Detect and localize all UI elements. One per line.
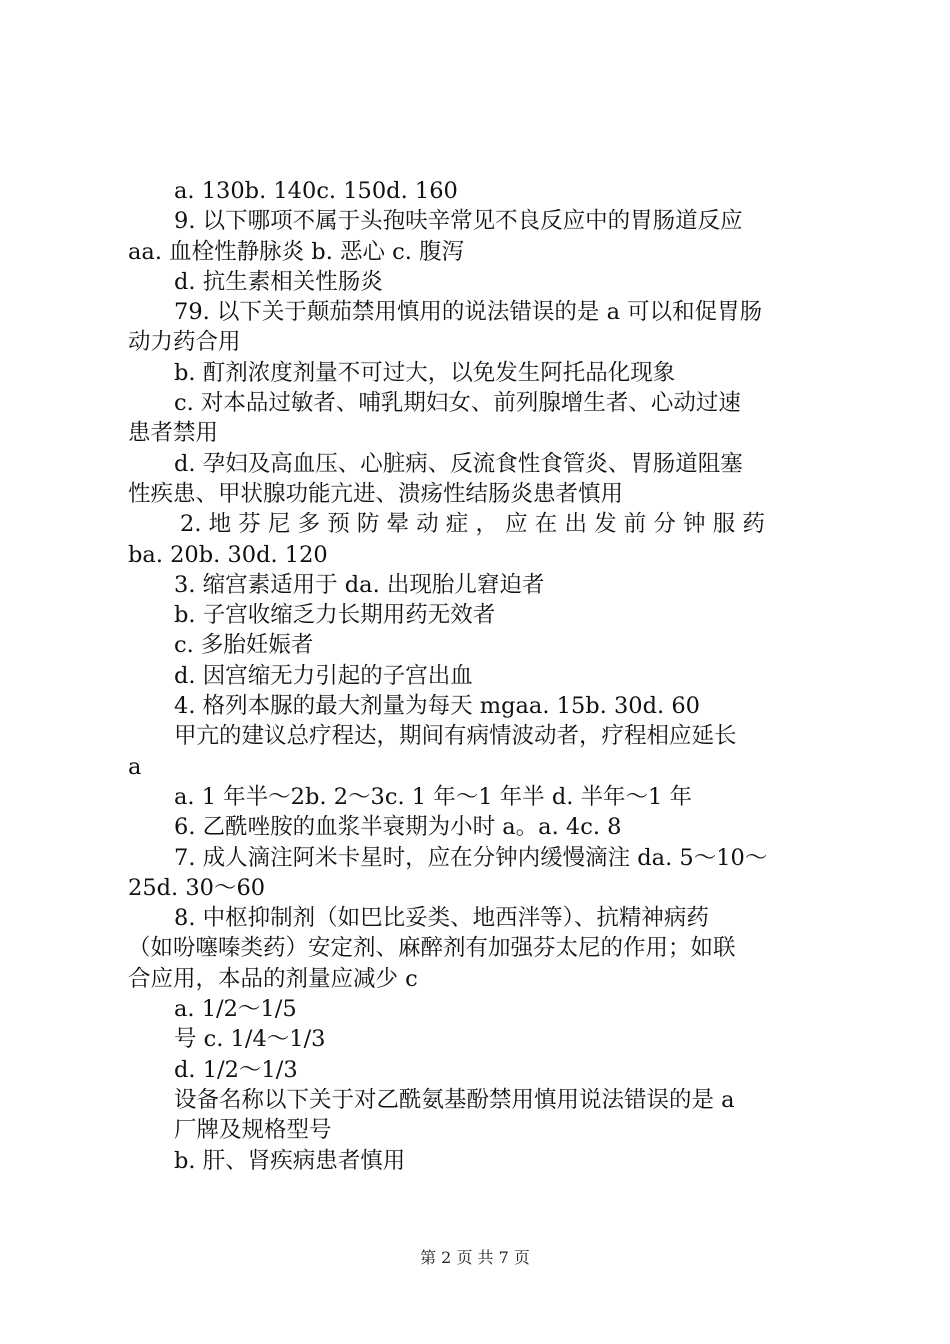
text-line: 79. 以下关于颠茄禁用慎用的说法错误的是 a 可以和促胃肠 (174, 299, 763, 326)
text-line: 2. 地 芬 尼 多 预 防 晕 动 症 ， 应 在 出 发 前 分 钟 服 药 (180, 511, 765, 538)
text-line: 甲亢的建议总疗程达，期间有病情波动者，疗程相应延长 (174, 723, 737, 750)
text-line: b. 子宫收缩乏力长期用药无效者 (174, 602, 496, 629)
text-line: 动力药合用 (128, 329, 241, 356)
text-line: 合应用，本品的剂量应减少 c (128, 965, 418, 992)
text-line: a. 130b. 140c. 150d. 160 (174, 178, 458, 204)
page-footer: 第 2 页 共 7 页 (420, 1248, 530, 1267)
text-line: 7. 成人滴注阿米卡星时，应在分钟内缓慢滴注 da. 5～10～ (174, 844, 768, 871)
document-body (128, 176, 832, 1176)
text-line: 3. 缩宫素适用于 da. 出现胎儿窘迫者 (174, 571, 545, 598)
text-line: 9. 以下哪项不属于头孢呋辛常见不良反应中的胃肠道反应 (174, 208, 743, 235)
text-line: ba. 20b. 30d. 120 (128, 541, 328, 568)
text-line: 设备名称以下关于对乙酰氨基酚禁用慎用说法错误的是 a (174, 1086, 735, 1113)
text-line: d. 因宫缩无力引起的子宫出血 (174, 662, 473, 689)
text-line: 性疾患、甲状腺功能亢进、溃疡性结肠炎患者慎用 (128, 480, 624, 507)
text-line: （如吩噻嗪类药）安定剂、麻醉剂有加强芬太尼的作用；如联 (128, 935, 736, 962)
text-line: 号 c. 1/4～1/3 (174, 1026, 326, 1053)
text-line: d. 孕妇及高血压、心脏病、反流食性食管炎、胃肠道阻塞 (174, 450, 743, 477)
text-line: 8. 中枢抑制剂（如巴比妥类、地西泮等）、抗精神病药 (174, 905, 709, 932)
text-line: aa. 血栓性静脉炎 b. 恶心 c. 腹泻 (128, 238, 465, 265)
text-line: 25d. 30～60 (128, 874, 266, 901)
text-line: b. 肝、肾疾病患者慎用 (174, 1147, 406, 1174)
text-line: d. 抗生素相关性肠炎 (174, 268, 383, 295)
text-line: d. 1/2～1/3 (174, 1056, 298, 1083)
text-line: a (128, 753, 142, 780)
text-line: a. 1/2～1/5 (174, 996, 297, 1023)
text-line: a. 1 年半～2b. 2～3c. 1 年～1 年半 d. 半年～1 年 (174, 783, 693, 810)
text-line: 4. 格列本脲的最大剂量为每天 mgaa. 15b. 30d. 60 (174, 693, 700, 720)
text-line: c. 多胎妊娠者 (174, 632, 314, 659)
text-line: 6. 乙酰唑胺的血浆半衰期为小时 a。a. 4c. 8 (174, 814, 622, 841)
text-line: b. 酊剂浓度剂量不可过大，以免发生阿托品化现象 (174, 359, 676, 386)
text-line: 厂牌及规格型号 (174, 1117, 332, 1144)
text-line: c. 对本品过敏者、哺乳期妇女、前列腺增生者、心动过速 (174, 390, 741, 417)
text-line: 患者禁用 (128, 420, 219, 447)
